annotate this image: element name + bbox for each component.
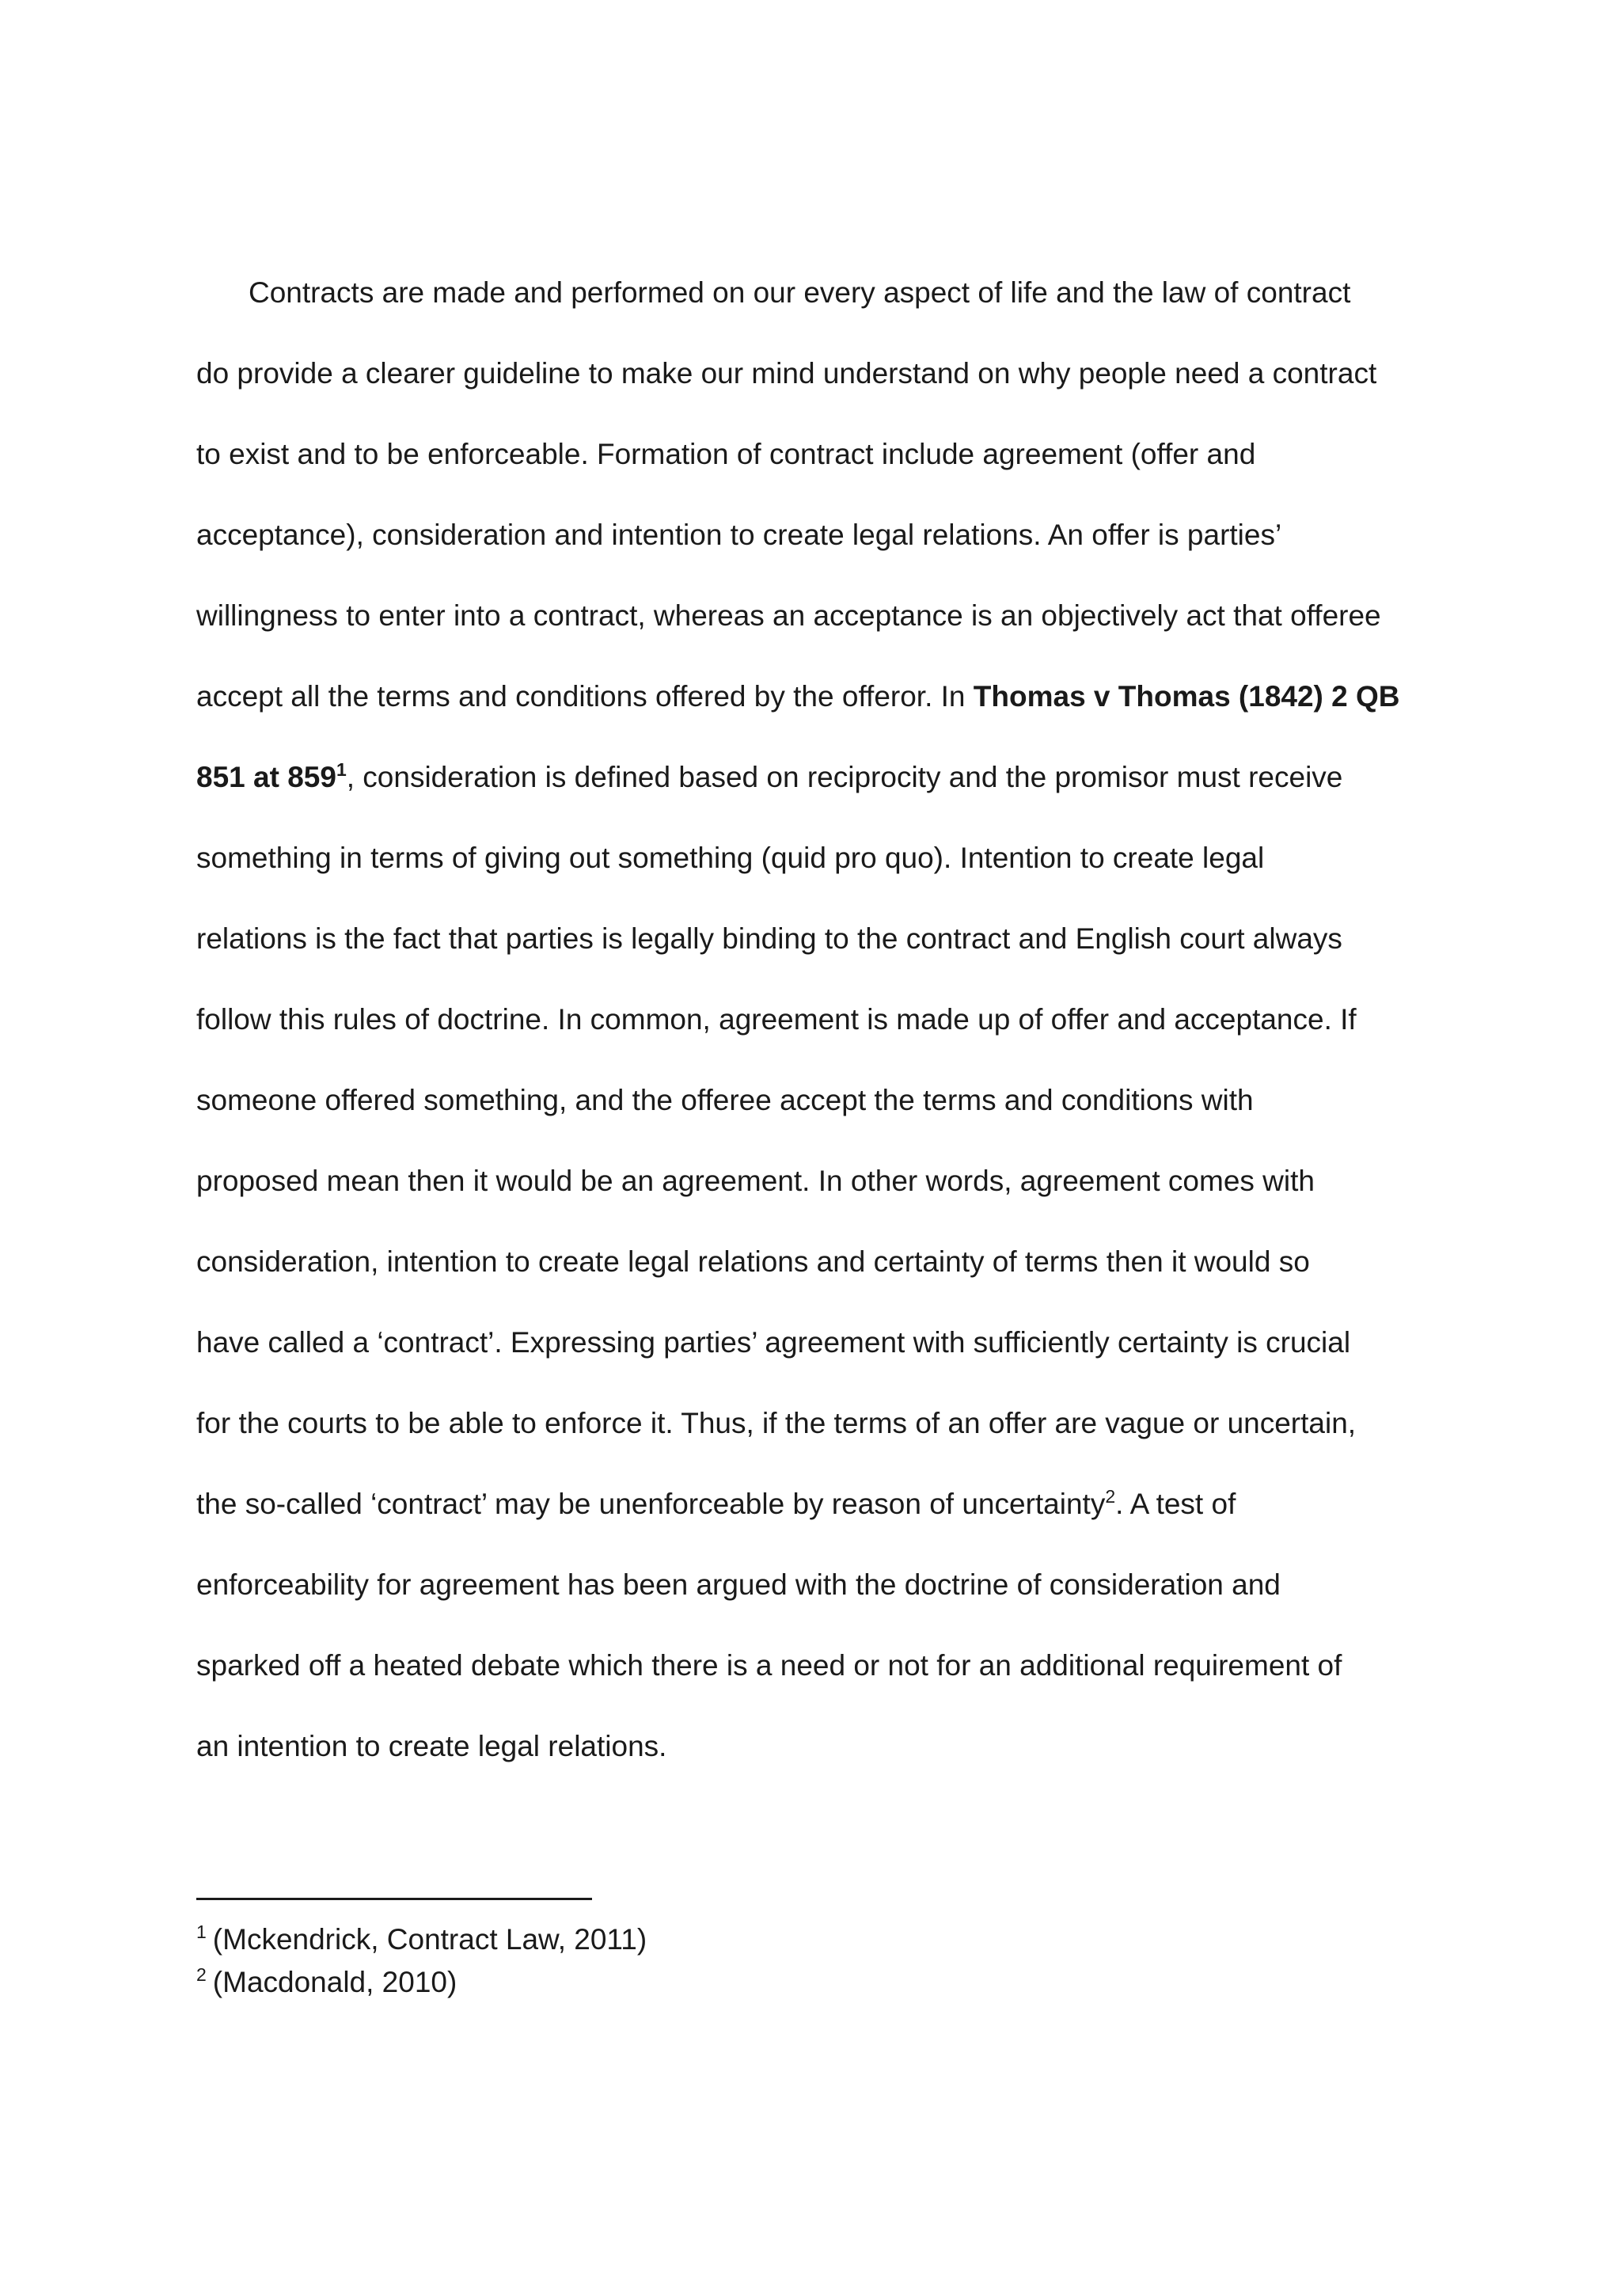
- body-line-14: [196, 1325, 1479, 1360]
- body-line-11: [196, 1083, 1479, 1118]
- body-line-10: [196, 1002, 1479, 1037]
- body-line-7: [196, 760, 1479, 795]
- body-line-9: [196, 922, 1479, 956]
- text-run: follow this rules of doctrine. In common, agreement is made up of offer and acceptance. If: [196, 1003, 1357, 1036]
- footnote-2: [196, 1965, 457, 2000]
- body-line-18: [196, 1648, 1479, 1683]
- body-line-16: [196, 1487, 1479, 1522]
- footnote-ref-1[interactable]: 1: [336, 759, 347, 780]
- body-line-8: [196, 841, 1479, 876]
- body-line-5: [196, 599, 1479, 633]
- footnote-marker: 1: [196, 1922, 207, 1942]
- text-run: consideration, intention to create legal relations and certainty of terms then it would so: [196, 1245, 1310, 1278]
- text-run: have called a ‘contract’. Expressing parties’ agreement with sufficiently certainty is crucial: [196, 1326, 1351, 1359]
- case-citation-bold: Thomas v Thomas (1842) 2 QB: [973, 680, 1400, 713]
- text-run: , consideration is defined based on reciprocity and the promisor must receive: [346, 761, 1343, 793]
- body-line-3: [196, 437, 1479, 472]
- case-citation-bold: 851 at 859: [196, 761, 336, 793]
- footnote-marker: 2: [196, 1964, 207, 1985]
- text-run: the so-called ‘contract’ may be unenforceable by reason of uncertainty: [196, 1488, 1106, 1520]
- footnote-ref-2[interactable]: 2: [1105, 1486, 1116, 1507]
- text-run: sparked off a heated debate which there is a need or not for an additional requirement of: [196, 1649, 1342, 1682]
- text-run: an intention to create legal relations.: [196, 1730, 667, 1762]
- text-run: something in terms of giving out something (quid pro quo). Intention to create legal: [196, 842, 1265, 874]
- text-run: to exist and to be enforceable. Formation of contract include agreement (offer and: [196, 438, 1256, 470]
- body-line-17: [196, 1568, 1479, 1602]
- text-run: willingness to enter into a contract, whereas an acceptance is an objectively act that offeree: [196, 599, 1381, 632]
- text-run: relations is the fact that parties is legally binding to the contract and English court always: [196, 922, 1342, 955]
- body-line-13: [196, 1245, 1479, 1279]
- body-line-2: [196, 356, 1479, 391]
- text-run: acceptance), consideration and intention to create legal relations. An offer is parties’: [196, 519, 1282, 551]
- text-run: for the courts to be able to enforce it. Thus, if the terms of an offer are vague or uncertain,: [196, 1407, 1357, 1439]
- text-run: proposed mean then it would be an agreement. In other words, agreement comes with: [196, 1165, 1315, 1197]
- text-run: . A test of: [1115, 1488, 1236, 1520]
- body-line-15: [196, 1406, 1479, 1441]
- body-line-6: [196, 679, 1479, 714]
- text-run: someone offered something, and the offeree accept the terms and conditions with: [196, 1084, 1254, 1116]
- footnote-text: (Mckendrick, Contract Law, 2011): [212, 1923, 647, 1956]
- body-line-1: [249, 276, 1531, 310]
- text-run: do provide a clearer guideline to make our mind understand on why people need a contract: [196, 357, 1377, 390]
- body-line-4: [196, 518, 1479, 553]
- footnote-separator: [196, 1898, 592, 1900]
- text-run: accept all the terms and conditions offered by the offeror. In: [196, 680, 974, 713]
- footnote-1: [196, 1922, 647, 1957]
- body-line-12: [196, 1164, 1479, 1199]
- footnote-text: (Macdonald, 2010): [212, 1966, 457, 1998]
- text-run: Contracts are made and performed on our every aspect of life and the law of contract: [249, 276, 1351, 309]
- text-run: enforceability for agreement has been argued with the doctrine of consideration and: [196, 1568, 1281, 1601]
- body-line-19: [196, 1729, 1479, 1764]
